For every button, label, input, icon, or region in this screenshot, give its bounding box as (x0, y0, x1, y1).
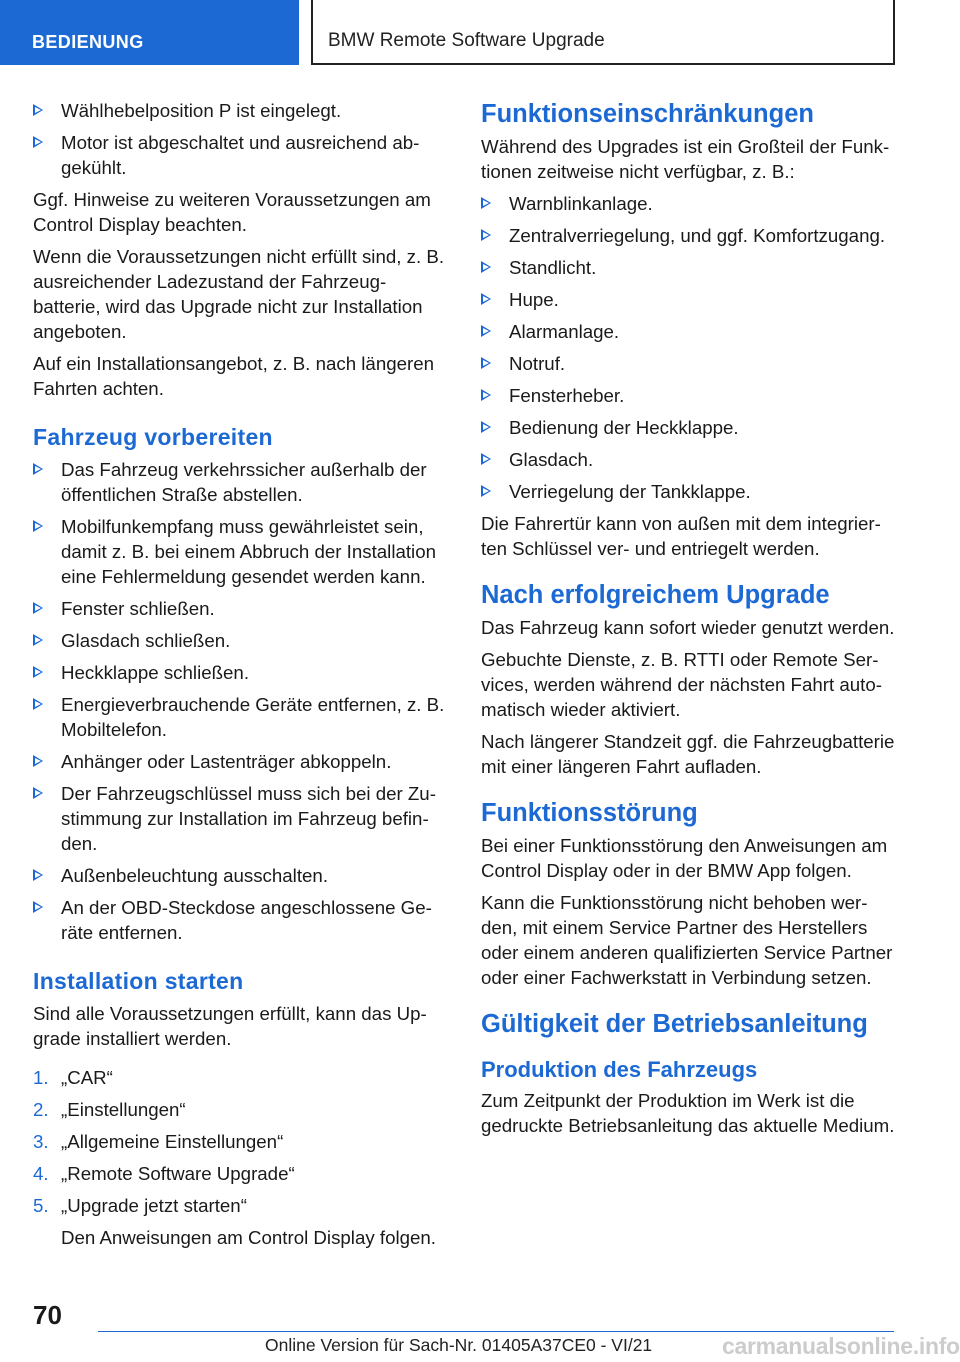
section-heading: Funktionsstörung (481, 799, 698, 827)
paragraph: Zum Zeitpunkt der Produktion im Werk ist die gedruckte Betriebsanleitung das aktuelle Medium. (481, 1090, 895, 1136)
triangle-bullet-icon (481, 389, 491, 401)
triangle-bullet-icon (481, 197, 491, 209)
triangle-bullet-icon (481, 261, 491, 273)
list-item: Anhänger oder Lastenträger abkoppeln. (33, 749, 445, 774)
triangle-bullet-icon (33, 698, 43, 710)
list-item: Das Fahrzeug verkehrssicher außerhalb der öffentlichen Straße abstellen. (33, 457, 445, 507)
paragraph: Während des Upgrades ist ein Großteil der Funktionen zeitweise nicht verfügbar, z. B.: (481, 136, 890, 182)
paragraph: Gebuchte Dienste, z. B. RTTI oder Remote Services, werden während der nächsten Fahrt automatisch wieder aktiviert. (481, 649, 882, 720)
triangle-bullet-icon (33, 634, 43, 646)
list-item: Alarmanlage. (481, 319, 896, 344)
step-number: 3. (33, 1131, 49, 1152)
triangle-bullet-icon (481, 293, 491, 305)
triangle-bullet-icon (33, 869, 43, 881)
step-item: 5. „Upgrade jetzt starten“ (33, 1195, 247, 1216)
step-item: 2. „Einstellungen“ (33, 1099, 186, 1120)
section-heading: Funktionseinschränkungen (481, 100, 814, 128)
list-item: Glasdach. (481, 447, 896, 472)
triangle-bullet-icon (33, 463, 43, 475)
step-item: 4. „Remote Software Upgrade“ (33, 1163, 295, 1184)
triangle-bullet-icon (481, 229, 491, 241)
list-item: Zentralverriegelung, und ggf. Komfortzugang. (481, 223, 896, 248)
list-item: Standlicht. (481, 255, 896, 280)
paragraph: Kann die Funktionsstörung nicht behoben werden, mit einem Service Partner des Herstellers oder einem anderen qualifizierten Service Partner oder einer Fachwerkstatt in Verbindung setzen. (481, 892, 893, 988)
list-item: Warnblinkanlage. (481, 191, 896, 216)
triangle-bullet-icon (481, 357, 491, 369)
paragraph: Bei einer Funktionsstörung den Anweisungen am Control Display oder in der BMW App folgen. (481, 835, 888, 881)
list-item: Heckklappe schließen. (33, 660, 445, 685)
list-item: Außenbeleuchtung ausschalten. (33, 863, 445, 888)
list-item: Hupe. (481, 287, 896, 312)
list-item: Energieverbrauchende Geräte entfernen, z. B. Mobiltelefon. (33, 692, 445, 742)
right-column (481, 98, 896, 1145)
triangle-bullet-icon (33, 602, 43, 614)
section-heading: Nach erfolgreichem Upgrade (481, 581, 830, 609)
section-heading: Gültigkeit der Betriebsanleitung (481, 1010, 868, 1038)
section-heading: Fahrzeug vorbereiten (33, 424, 273, 450)
chapter-tab: BMW Remote Software Upgrade (311, 0, 895, 65)
paragraph: Die Fahrertür kann von außen mit dem integrierten Schlüssel ver- und entriegelt werden. (481, 513, 881, 559)
triangle-bullet-icon (33, 136, 43, 148)
left-column (33, 98, 445, 1257)
triangle-bullet-icon (33, 666, 43, 678)
step-number: 2. (33, 1099, 49, 1120)
watermark: carmanualsonline.info (722, 1333, 960, 1359)
paragraph: Das Fahrzeug kann sofort wieder genutzt werden. (481, 617, 895, 638)
list-item: An der OBD-Steckdose angeschlossene Geräte entfernen. (33, 895, 445, 945)
paragraph: Auf ein Installationsangebot, z. B. nach längeren Fahrten achten. (33, 353, 435, 399)
requirements-list (33, 98, 445, 180)
subsection-heading: Produktion des Fahrzeugs (481, 1057, 758, 1082)
section-tab: BEDIENUNG (0, 0, 299, 65)
paragraph: Ggf. Hinweise zu weiteren Voraussetzungen am Control Display beachten. (33, 189, 431, 235)
paragraph: Wenn die Voraussetzungen nicht erfüllt sind, z. B. ausreichender Ladezustand der Fahrzeugbatterie, wird das Upgrade nicht zur Installation angeboten. (33, 246, 445, 342)
triangle-bullet-icon (481, 453, 491, 465)
list-item: Der Fahrzeugschlüssel muss sich bei der Zustimmung zur Installation im Fahrzeug befinden. (33, 781, 445, 856)
list-item: Motor ist abgeschaltet und ausreichend abgekühlt. (33, 130, 445, 180)
step-number: 5. (33, 1195, 49, 1216)
list-item: Bedienung der Heckklappe. (481, 415, 896, 440)
step-number: 1. (33, 1067, 49, 1088)
triangle-bullet-icon (33, 755, 43, 767)
triangle-bullet-icon (33, 787, 43, 799)
list-item: Glasdach schließen. (33, 628, 445, 653)
triangle-bullet-icon (481, 485, 491, 497)
footer-text: Online Version für Sach-Nr. 01405A37CE0 - VI/21 (265, 1335, 653, 1355)
list-item: Verriegelung der Tankklappe. (481, 479, 896, 504)
triangle-bullet-icon (33, 104, 43, 116)
triangle-bullet-icon (481, 325, 491, 337)
list-item: Notruf. (481, 351, 896, 376)
section-heading: Installation starten (33, 968, 244, 994)
list-item: Wählhebelposition P ist eingelegt. (33, 98, 445, 123)
list-item: Mobilfunkempfang muss gewährleistet sein, damit z. B. bei einem Abbruch der Installation eine Fehlermeldung gesendet werden kann. (33, 514, 445, 589)
step-instruction: Den Anweisungen am Control Display folgen. (61, 1227, 436, 1248)
paragraph: Nach längerer Standzeit ggf. die Fahrzeugbatterie mit einer längeren Fahrt aufladen. (481, 731, 895, 777)
prepare-list (33, 457, 445, 945)
install-steps (33, 1065, 445, 1218)
step-item: 1. „CAR“ (33, 1067, 113, 1088)
page-number: 70 (33, 1300, 62, 1330)
footer-divider (98, 1331, 894, 1332)
list-item: Fensterheber. (481, 383, 896, 408)
step-item: 3. „Allgemeine Einstellungen“ (33, 1131, 284, 1152)
triangle-bullet-icon (33, 901, 43, 913)
paragraph: Sind alle Voraussetzungen erfüllt, kann das Upgrade installiert werden. (33, 1003, 427, 1049)
list-item: Fenster schließen. (33, 596, 445, 621)
triangle-bullet-icon (33, 520, 43, 532)
limits-list (481, 191, 896, 504)
step-number: 4. (33, 1163, 49, 1184)
triangle-bullet-icon (481, 421, 491, 433)
page-header (0, 0, 960, 66)
